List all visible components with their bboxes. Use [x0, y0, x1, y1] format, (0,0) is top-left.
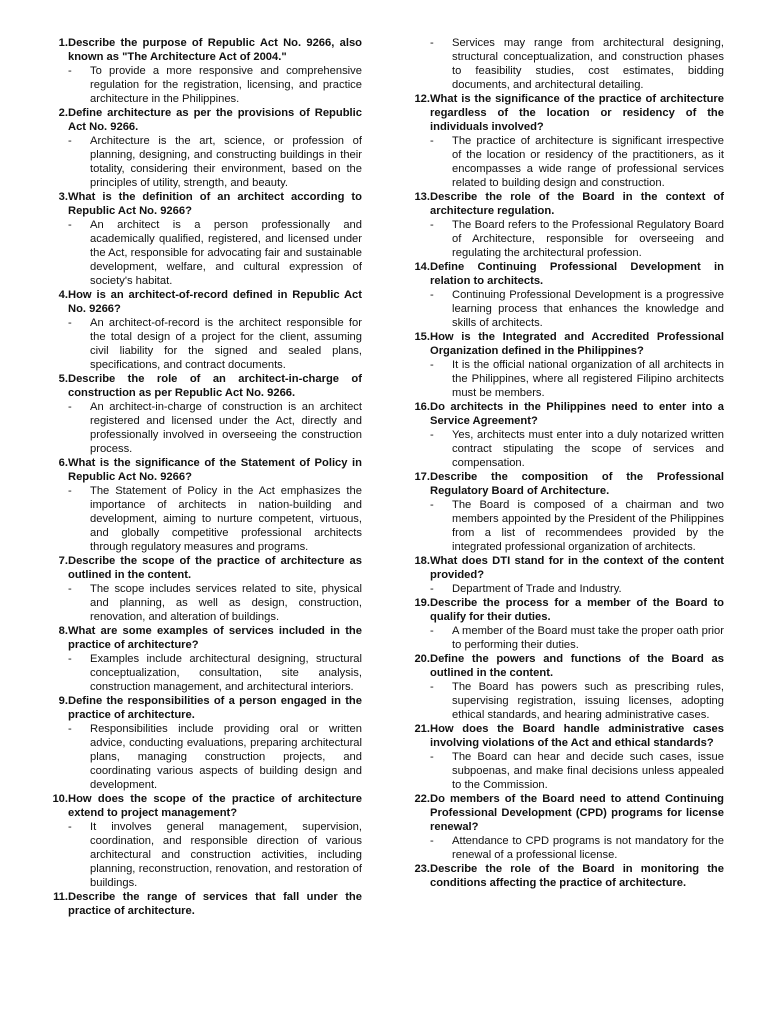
- answer-bullet: -: [430, 429, 434, 441]
- question-text: What is the significance of the practice of architecture regardless of the location or residency of the individuals involved?: [430, 93, 724, 133]
- qa-item: [402, 596, 724, 652]
- question: [40, 554, 362, 582]
- question: [40, 372, 362, 400]
- question-text: Do architects in the Philippines need to enter into a Service Agreement?: [430, 401, 724, 427]
- answer-text: Attendance to CPD programs is not mandatory for the renewal of a professional license.: [452, 835, 724, 861]
- question-text: How is the Integrated and Accredited Professional Organization defined in the Philippines?: [430, 331, 724, 357]
- question-number: 12.: [414, 93, 430, 105]
- answer-text: The Board refers to the Professional Regulatory Board of Architecture, responsible for overseeing and regulating the architectural profession.: [452, 219, 724, 259]
- question: [402, 400, 724, 428]
- qa-item: [40, 288, 362, 372]
- answer-bullet: -: [68, 65, 72, 77]
- answer-text: A member of the Board must take the proper oath prior to performing their duties.: [452, 625, 724, 651]
- qa-item: [40, 554, 362, 624]
- question: [402, 330, 724, 358]
- qa-item: [40, 36, 362, 106]
- answer-bullet: -: [430, 583, 434, 595]
- answer-text: Architecture is the art, science, or profession of planning, designing, and constructing buildings in their totality, considering their environment, based on the principles of utility, strength, and beauty.: [90, 135, 362, 189]
- question: [40, 792, 362, 820]
- question-number: 22.: [414, 793, 430, 805]
- qa-item: [40, 624, 362, 694]
- question-number: 20.: [414, 653, 430, 665]
- question-text: Describe the range of services that fall under the practice of architecture.: [68, 891, 362, 917]
- answer-text: It is the official national organization of all architects in the Philippines, where all registered Filipino architects must be members.: [452, 359, 724, 399]
- question-text: What is the definition of an architect according to Republic Act No. 9266?: [68, 191, 362, 217]
- question: [40, 190, 362, 218]
- question-text: What are some examples of services included in the practice of architecture?: [68, 625, 362, 651]
- answer-bullet: -: [430, 289, 434, 301]
- qa-item: [40, 456, 362, 554]
- answer: [402, 218, 724, 260]
- qa-item: [40, 694, 362, 792]
- answer: [402, 582, 724, 596]
- answer: [40, 316, 362, 372]
- answer-bullet: -: [68, 219, 72, 231]
- answer: [402, 428, 724, 470]
- question-text: Define the responsibilities of a person engaged in the practice of architecture.: [68, 695, 362, 721]
- answer-bullet: -: [430, 37, 434, 49]
- answer: [402, 358, 724, 400]
- answer-bullet: -: [430, 359, 434, 371]
- question-text: Define Continuing Professional Development in relation to architects.: [430, 261, 724, 287]
- question-text: What is the significance of the Statement of Policy in Republic Act No. 9266?: [68, 457, 362, 483]
- qa-item: [402, 92, 724, 190]
- answer-bullet: -: [430, 625, 434, 637]
- question-number: 14.: [414, 261, 430, 273]
- qa-item: [40, 890, 362, 918]
- answer: [40, 484, 362, 554]
- question: [40, 106, 362, 134]
- qa-item: [402, 554, 724, 596]
- qa-item: [40, 372, 362, 456]
- answer: [40, 134, 362, 190]
- answer: [402, 680, 724, 722]
- answer-bullet: -: [68, 317, 72, 329]
- question: [402, 554, 724, 582]
- qa-item: [402, 190, 724, 260]
- answer-bullet: -: [430, 135, 434, 147]
- answer-bullet: -: [430, 499, 434, 511]
- question-number: 1.: [58, 37, 68, 49]
- qa-item: [40, 190, 362, 288]
- question-text: Do members of the Board need to attend Continuing Professional Development (CPD) programs for license renewal?: [430, 793, 724, 833]
- answer-text: The Statement of Policy in the Act emphasizes the importance of architects in nation-building and development, aiming to nurture competent, virtuous, and globally competitive professional architects through regulatory measures and programs.: [90, 485, 362, 553]
- question-text: Describe the purpose of Republic Act No. 9266, also known as "The Architecture Act of 2004.": [68, 37, 362, 63]
- answer: [40, 218, 362, 288]
- answer: [402, 134, 724, 190]
- answer-text: Examples include architectural designing, structural conceptualization, consultation, site analysis, construction management, and architectural interiors.: [90, 653, 362, 693]
- question-number: 23.: [414, 863, 430, 875]
- question-number: 16.: [414, 401, 430, 413]
- question-text: Describe the role of an architect-in-charge of construction as per Republic Act No. 9266.: [68, 373, 362, 399]
- question-number: 21.: [414, 723, 430, 735]
- answer: [402, 36, 724, 92]
- qa-item: [402, 260, 724, 330]
- answer-bullet: -: [68, 723, 72, 735]
- answer: [40, 582, 362, 624]
- qa-item: [40, 792, 362, 890]
- answer-bullet: -: [68, 135, 72, 147]
- question-number: 2.: [58, 107, 68, 119]
- question-number: 7.: [58, 555, 68, 567]
- question-number: 11.: [53, 891, 68, 903]
- question: [40, 36, 362, 64]
- question-text: What does DTI stand for in the context of the content provided?: [430, 555, 724, 581]
- question-number: 10.: [52, 793, 68, 805]
- question-number: 9.: [58, 695, 68, 707]
- answer-text: It involves general management, supervision, coordination, and responsible direction of various architectural and construction activities, including planning, reconstruction, renovation, and restoration of buildings.: [90, 821, 362, 889]
- left-column: [40, 36, 362, 918]
- answer: [40, 722, 362, 792]
- question-number: 17.: [414, 471, 430, 483]
- question-number: 15.: [414, 331, 430, 343]
- qa-item: [402, 722, 724, 792]
- question: [40, 288, 362, 316]
- answer-text: An architect is a person professionally and academically qualified, registered, and licensed under the Act, responsible for advocating fair and sustainable development, welfare, and cultural expression of society's habitat.: [90, 219, 362, 287]
- question: [402, 190, 724, 218]
- question-text: Define the powers and functions of the Board as outlined in the content.: [430, 653, 724, 679]
- answer-bullet: -: [430, 681, 434, 693]
- qa-item: [402, 792, 724, 862]
- answer-text: The Board has powers such as prescribing rules, supervising registration, issuing licenses, adopting ethical standards, and hearing administrative cases.: [452, 681, 724, 721]
- answer-bullet: -: [68, 821, 72, 833]
- right-column: [402, 36, 724, 890]
- answer-text: Yes, architects must enter into a duly notarized written contract stipulating the scope of services and compensation.: [452, 429, 724, 469]
- answer: [402, 288, 724, 330]
- answer: [402, 834, 724, 862]
- qa-item: [402, 36, 724, 92]
- answer-text: The scope includes services related to site, physical and planning, as well as design, construction, renovation, and alteration of buildings.: [90, 583, 362, 623]
- qa-item: [402, 400, 724, 470]
- question: [402, 260, 724, 288]
- question-number: 19.: [414, 597, 430, 609]
- qa-item: [402, 330, 724, 400]
- question-text: Describe the composition of the Professional Regulatory Board of Architecture.: [430, 471, 724, 497]
- answer: [402, 624, 724, 652]
- qa-item: [402, 652, 724, 722]
- question-text: How is an architect-of-record defined in Republic Act No. 9266?: [68, 289, 362, 315]
- question-text: Define architecture as per the provisions of Republic Act No. 9266.: [68, 107, 362, 133]
- question-text: Describe the scope of the practice of architecture as outlined in the content.: [68, 555, 362, 581]
- qa-item: [402, 470, 724, 554]
- question: [402, 652, 724, 680]
- answer: [402, 498, 724, 554]
- question: [40, 624, 362, 652]
- answer-text: The practice of architecture is significant irrespective of the location or residency of the practitioners, as it encompasses a wide range of professional services related to building design and construction.: [452, 135, 724, 189]
- answer-bullet: -: [430, 835, 434, 847]
- answer-text: The Board is composed of a chairman and two members appointed by the President of the Philippines from a list of recommendees provided by the integrated professional organization of architects.: [452, 499, 724, 553]
- answer-text: Responsibilities include providing oral or written advice, conducting evaluations, preparing architectural plans, managing construction projects, and coordinating various aspects of building design and development.: [90, 723, 362, 791]
- question-text: Describe the role of the Board in monitoring the conditions affecting the practice of architecture.: [430, 863, 724, 889]
- answer-bullet: -: [68, 401, 72, 413]
- question: [402, 792, 724, 834]
- answer-text: An architect-in-charge of construction is an architect registered and licensed under the Act, directly and professionally involved in overseeing the construction process.: [90, 401, 362, 455]
- question-number: 6.: [58, 457, 68, 469]
- question: [40, 890, 362, 918]
- answer-bullet: -: [68, 583, 72, 595]
- question-number: 4.: [58, 289, 68, 301]
- answer-bullet: -: [68, 653, 72, 665]
- question-number: 18.: [414, 555, 430, 567]
- question: [402, 862, 724, 890]
- question-text: How does the scope of the practice of architecture extend to project management?: [68, 793, 362, 819]
- question-text: Describe the role of the Board in the context of architecture regulation.: [430, 191, 724, 217]
- answer-text: An architect-of-record is the architect responsible for the total design of a project for the client, assuming civil liability for the signed and sealed plans, specifications, and contract documents.: [90, 317, 362, 371]
- question: [40, 694, 362, 722]
- question: [40, 456, 362, 484]
- question-number: 5.: [58, 373, 68, 385]
- question: [402, 470, 724, 498]
- question-text: Describe the process for a member of the Board to qualify for their duties.: [430, 597, 724, 623]
- question: [402, 596, 724, 624]
- answer: [40, 652, 362, 694]
- question: [402, 722, 724, 750]
- answer-bullet: -: [68, 485, 72, 497]
- answer-text: Continuing Professional Development is a progressive learning process that enhances the knowledge and skills of architects.: [452, 289, 724, 329]
- question-text: How does the Board handle administrative cases involving violations of the Act and ethical standards?: [430, 723, 724, 749]
- question-number: 8.: [58, 625, 68, 637]
- answer-bullet: -: [430, 219, 434, 231]
- answer-text: Services may range from architectural designing, structural conceptualization, and construction phases to feasibility studies, cost estimates, bidding documents, and architectural detailing.: [452, 37, 724, 91]
- answer: [40, 400, 362, 456]
- answer-text: To provide a more responsive and comprehensive regulation for the registration, licensing, and practice architecture in the Philippines.: [90, 65, 362, 105]
- answer-text: The Board can hear and decide such cases, issue subpoenas, and make final decisions unless appealed to the Commission.: [452, 751, 724, 791]
- answer-bullet: -: [430, 751, 434, 763]
- answer-text: Department of Trade and Industry.: [452, 583, 622, 595]
- answer: [402, 750, 724, 792]
- question-number: 3.: [58, 191, 68, 203]
- qa-item: [402, 862, 724, 890]
- question-number: 13.: [414, 191, 430, 203]
- qa-item: [40, 106, 362, 190]
- answer: [40, 64, 362, 106]
- answer: [40, 820, 362, 890]
- question: [402, 92, 724, 134]
